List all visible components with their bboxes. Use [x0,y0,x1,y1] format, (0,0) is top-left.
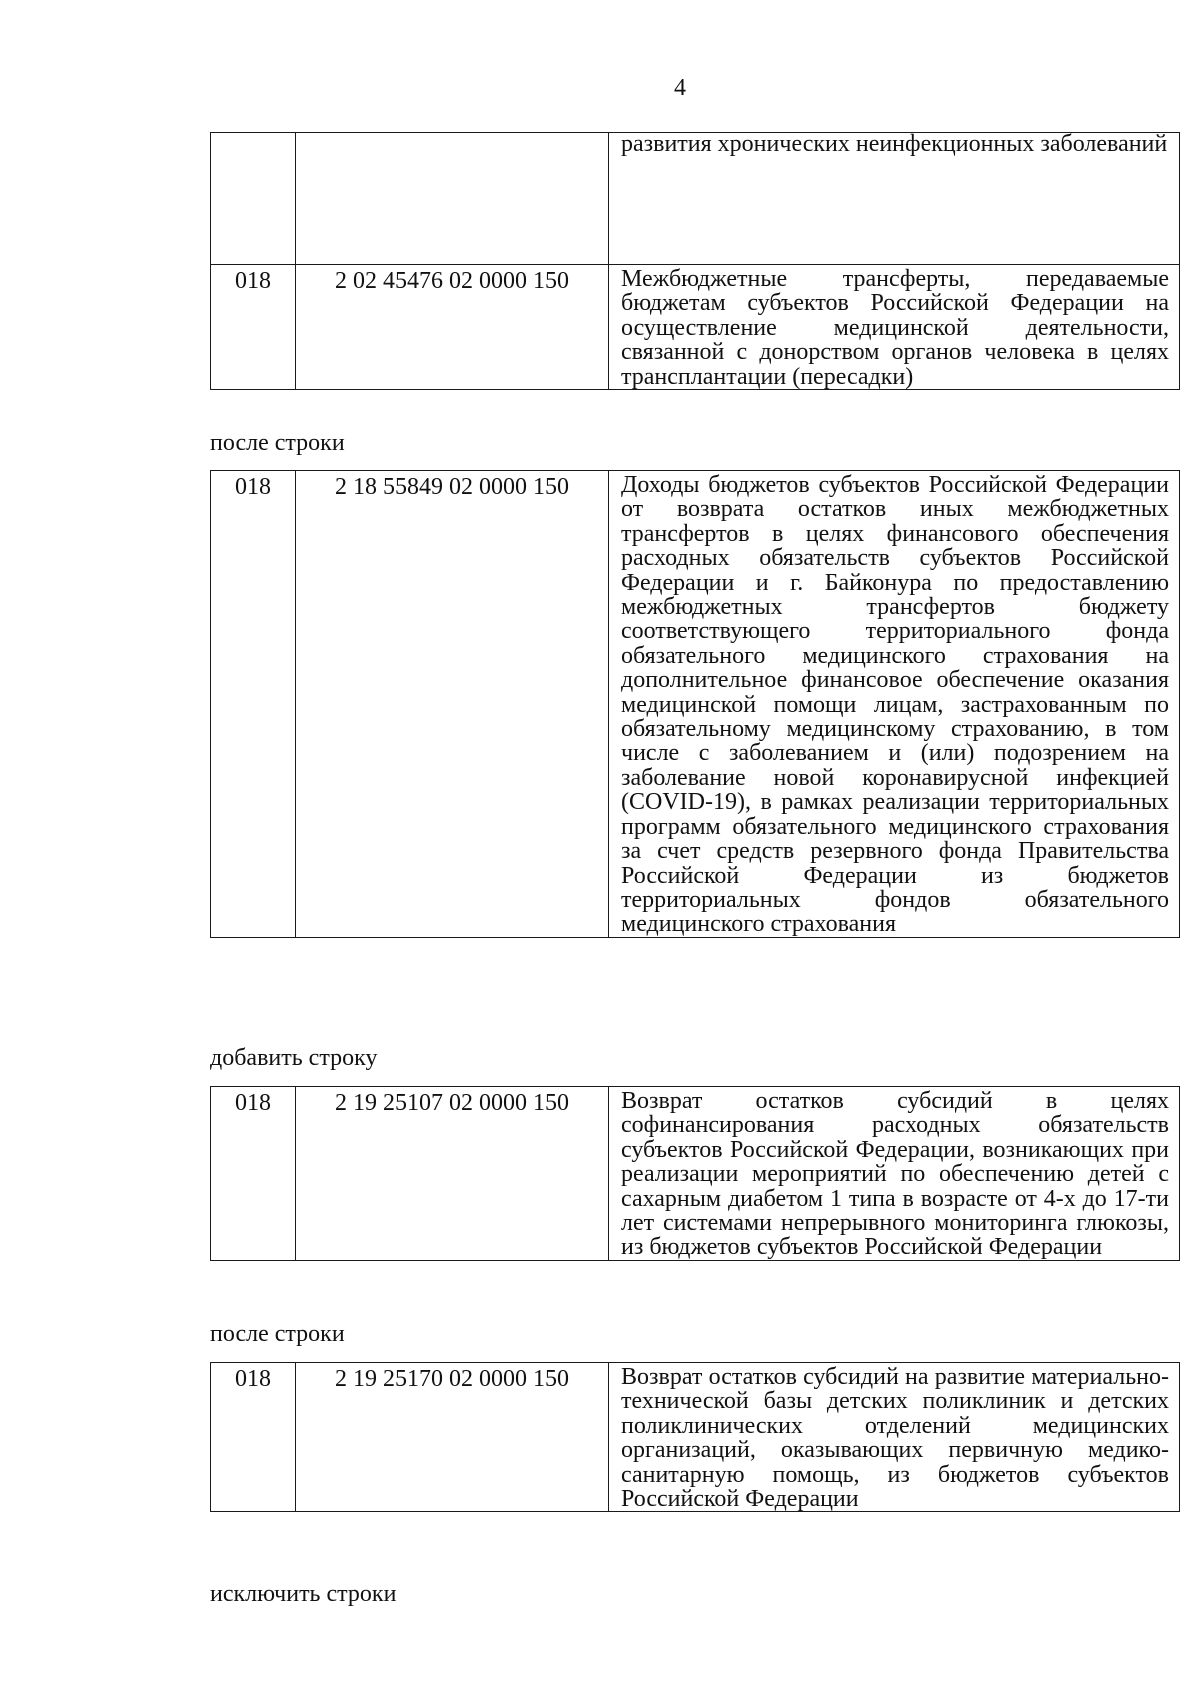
budget-table-add [210,1086,1180,1261]
instruction-label: после строки [210,430,345,456]
description-text: Доходы бюджетов субъектов Российской Федерации от возврата остатков иных межбюджетных трансфертов в целях финансового обеспечения расходных обязательств субъектов Российской Федерации и г. Байконура по предоставлению межбюджетных трансфертов бюджету соответствующего территориального фонда обязательного медицинского страхования на дополнительное финансовое обеспечение оказания медицинской помощи лицам, застрахованным по обязательному медицинскому страхованию, в том числе с заболеванием и (или) подозрением на заболевание новой коронавирусной инфекцией (COVID-19), в рамках реализации территориальных программ обязательного медицинского страхования за счет средств резервного фонда Правительства Российской Федерации из бюджетов территориальных фондов обязательного медицинского страхования [621,472,1169,938]
code-cell [211,133,296,265]
table-row [211,1363,1180,1512]
description-cell [609,265,1180,390]
instruction-label: после строки [210,1321,345,1347]
description-cell [609,1363,1180,1512]
budget-table-continued [210,132,1180,390]
description-cell [609,133,1180,265]
table-row [211,471,1180,938]
code-cell: 018 [211,1363,296,1512]
kbk-cell: 2 19 25170 02 0000 150 [296,1363,609,1512]
kbk-cell: 2 18 55849 02 0000 150 [296,471,609,938]
table-row [211,265,1180,390]
page-number: 4 [674,75,686,101]
instruction-label: исключить строки [210,1581,397,1607]
description-text: развития хронических неинфекционных заболеваний [621,131,1168,157]
description-text: Межбюджетные трансферты, передаваемые бюджетам субъектов Российской Федерации на осуществление медицинской деятельности, связанной с донорством органов человека в целях трансплантации (пересадки) [621,266,1169,390]
budget-table-after [210,470,1180,938]
code-cell: 018 [211,471,296,938]
kbk-cell [296,133,609,265]
description-cell [609,471,1180,938]
instruction-label: добавить строку [210,1045,378,1071]
description-text: Возврат остатков субсидий в целях софинансирования расходных обязательств субъектов Российской Федерации, возникающих при реализации мероприятий по обеспечению детей с сахарным диабетом 1 типа в возрасте от 4-х до 17-ти лет системами непрерывного мониторинга глюкозы, из бюджетов субъектов Российской Федерации [621,1088,1169,1261]
table-row [211,1087,1180,1261]
kbk-cell: 2 19 25107 02 0000 150 [296,1087,609,1261]
description-cell [609,1087,1180,1261]
description-text: Возврат остатков субсидий на развитие материально-технической базы детских поликлиник и детских поликлинических отделений медицинских организаций, оказывающих первичную медико-санитарную помощь, из бюджетов субъектов Российской Федерации [621,1364,1169,1513]
table-row [211,133,1180,265]
code-cell: 018 [211,265,296,390]
budget-table-after-2 [210,1362,1180,1512]
code-cell: 018 [211,1087,296,1261]
kbk-cell: 2 02 45476 02 0000 150 [296,265,609,390]
